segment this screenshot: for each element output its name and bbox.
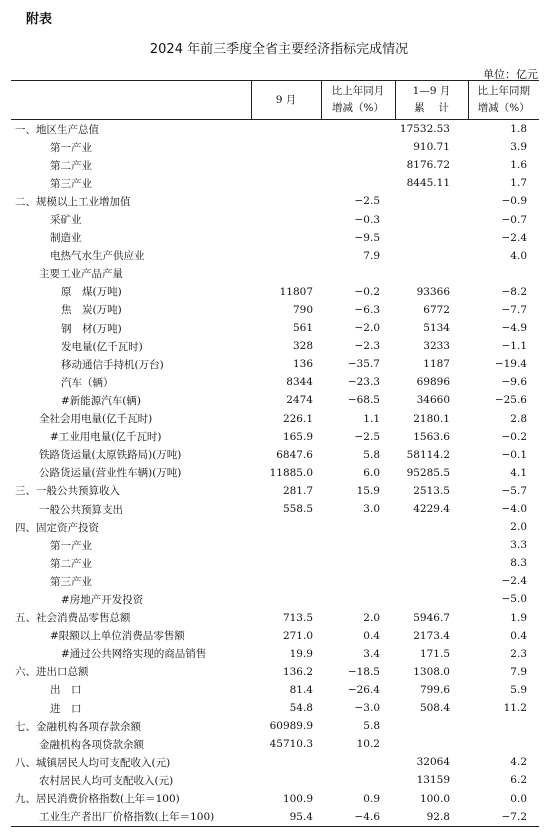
cumulative-value: 508.4 — [419, 702, 450, 715]
header-month-yoy-line2: 增减（%） — [332, 102, 384, 114]
table-row — [11, 210, 539, 228]
month-yoy-change: −68.5 — [347, 394, 380, 407]
cumulative-value: 13159 — [416, 774, 450, 787]
month-value: 165.9 — [282, 430, 313, 443]
period-yoy-change: −9.6 — [501, 376, 527, 389]
cumulative-value — [395, 536, 468, 554]
month-yoy-change: −26.4 — [347, 683, 380, 696]
cumulative-value: 5134 — [423, 322, 450, 335]
table-row — [11, 554, 539, 572]
month-yoy-change — [321, 771, 395, 789]
cumulative-value — [395, 247, 468, 265]
table-row — [11, 446, 539, 464]
month-yoy-change: −3.0 — [354, 702, 380, 715]
cumulative-value: 171.5 — [419, 647, 450, 660]
month-value — [251, 229, 321, 247]
month-value: 561 — [292, 322, 313, 335]
month-value: 11807 — [279, 285, 313, 298]
month-yoy-change: 5.8 — [363, 720, 380, 733]
row-label: 金融机构各项贷款余额 — [39, 738, 144, 751]
table-row — [11, 138, 539, 156]
month-yoy-change: 0.4 — [363, 629, 380, 642]
month-yoy-change — [321, 554, 395, 572]
period-yoy-change: 7.9 — [510, 665, 527, 678]
period-yoy-change: −1.1 — [501, 340, 527, 353]
row-label: 发电量(亿千瓦时) — [61, 340, 143, 353]
header-period-yoy-line2: 增减（%） — [477, 102, 530, 114]
month-yoy-change — [321, 265, 395, 283]
month-yoy-change: −35.7 — [347, 358, 380, 371]
cumulative-value — [395, 192, 468, 210]
cumulative-value — [395, 210, 468, 228]
period-yoy-change: 8.3 — [510, 557, 527, 570]
month-value — [251, 192, 321, 210]
row-label: 一般公共预算支出 — [39, 503, 123, 516]
period-yoy-change: 4.0 — [510, 249, 527, 262]
period-yoy-change: 5.9 — [510, 683, 527, 696]
table-row — [11, 482, 539, 500]
row-label: 钢 材(万吨) — [61, 322, 122, 335]
table-row — [11, 518, 539, 536]
row-label: 三、一般公共预算收入 — [15, 485, 120, 498]
header-cumulative — [395, 81, 468, 120]
month-yoy-change: 0.9 — [363, 792, 380, 805]
table-row — [11, 808, 539, 827]
period-yoy-change: 2.3 — [510, 647, 527, 660]
table-row — [11, 609, 539, 627]
row-label: #通过公共网络实现的商品销售 — [61, 648, 207, 661]
row-label: 农村居民人均可支配收入(元) — [39, 774, 174, 787]
month-yoy-change: 3.0 — [363, 503, 380, 516]
month-yoy-change: −9.5 — [354, 231, 380, 244]
row-label: 采矿业 — [50, 214, 82, 227]
table-row — [11, 174, 539, 192]
cumulative-value — [395, 229, 468, 247]
month-yoy-change: −0.3 — [354, 213, 380, 226]
month-value: 8344 — [286, 376, 313, 389]
month-value: 81.4 — [289, 683, 313, 696]
cumulative-value: 4229.4 — [413, 503, 450, 516]
row-label: 进 口 — [50, 702, 82, 715]
month-value — [251, 247, 321, 265]
month-yoy-change: 15.9 — [356, 484, 380, 497]
period-yoy-change: 4.2 — [510, 756, 527, 769]
period-yoy-change: 6.2 — [510, 774, 527, 787]
month-value — [251, 120, 321, 139]
month-value: 136.2 — [282, 665, 313, 678]
cumulative-value: 8445.11 — [406, 177, 450, 190]
cumulative-value — [395, 590, 468, 608]
period-yoy-change — [468, 717, 539, 735]
header-row — [11, 81, 539, 120]
table-row — [11, 337, 539, 355]
month-value — [251, 518, 321, 536]
month-yoy-change — [321, 518, 395, 536]
period-yoy-change: 0.4 — [510, 629, 527, 642]
cumulative-value — [395, 265, 468, 283]
month-value: 45710.3 — [269, 738, 313, 751]
header-cumulative-line2: 累 计 — [414, 102, 449, 114]
table-row — [11, 753, 539, 771]
month-yoy-change: −4.6 — [354, 810, 380, 823]
cumulative-value: 69896 — [416, 376, 450, 389]
month-value — [251, 554, 321, 572]
period-yoy-change: −7.7 — [501, 303, 527, 316]
row-label: 原 煤(万吨) — [61, 286, 122, 299]
header-month: 9 月 — [251, 81, 321, 120]
month-value — [251, 265, 321, 283]
period-yoy-change: −0.2 — [501, 430, 527, 443]
period-yoy-change: 11.2 — [503, 702, 527, 715]
month-value: 558.5 — [282, 503, 313, 516]
period-yoy-change: 1.6 — [510, 159, 527, 172]
month-value: 100.9 — [282, 792, 313, 805]
row-label: 焦 炭(万吨) — [61, 304, 122, 317]
cumulative-value: 2173.4 — [413, 629, 450, 642]
month-value: 54.8 — [289, 702, 313, 715]
period-yoy-change: −7.2 — [501, 810, 527, 823]
row-label: 七、金融机构各项存款余额 — [15, 720, 141, 733]
cumulative-value — [395, 717, 468, 735]
period-yoy-change: −8.2 — [501, 285, 527, 298]
row-label: 八、城镇居民人均可支配收入(元) — [15, 756, 171, 769]
table-title: 2024 年前三季度全省主要经济指标完成情况 — [149, 42, 409, 57]
table-row — [11, 283, 539, 301]
table-body — [11, 120, 539, 827]
cumulative-value: 58114.2 — [406, 448, 450, 461]
month-value: 60989.9 — [269, 720, 313, 733]
row-label: 二、规模以上工业增加值 — [15, 195, 131, 208]
header-month-yoy-line1: 比上年同月 — [331, 85, 385, 97]
row-label: 第三产业 — [50, 177, 92, 190]
row-label: #房地产开发投资 — [61, 593, 144, 606]
row-label: 四、固定资产投资 — [15, 521, 99, 534]
period-yoy-change: −25.6 — [494, 394, 527, 407]
cumulative-value: 32064 — [416, 756, 450, 769]
period-yoy-change: 2.8 — [510, 412, 527, 425]
table-row — [11, 391, 539, 409]
cumulative-value: 93366 — [416, 285, 450, 298]
month-yoy-change: 5.8 — [363, 448, 380, 461]
cumulative-value: 3233 — [423, 340, 450, 353]
unit-label: 单位：亿元 — [483, 68, 538, 81]
period-yoy-change: 3.9 — [510, 141, 527, 154]
cumulative-value: 95285.5 — [406, 466, 450, 479]
table-row — [11, 681, 539, 699]
row-label: #新能源汽车(辆) — [61, 394, 141, 407]
row-label: 工业生产者出厂价格指数(上年＝100) — [39, 811, 215, 824]
period-yoy-change: −2.4 — [501, 575, 527, 588]
header-period-yoy — [468, 81, 539, 120]
cumulative-value: 799.6 — [419, 683, 450, 696]
month-yoy-change — [321, 174, 395, 192]
period-yoy-change: −19.4 — [494, 358, 527, 371]
cumulative-value: 5946.7 — [413, 611, 450, 624]
period-yoy-change: 1.7 — [510, 177, 527, 190]
indicators-table — [11, 80, 539, 827]
cumulative-value: 2513.5 — [413, 484, 450, 497]
header-cumulative-line1: 1—9 月 — [412, 85, 451, 97]
row-label: 汽车（辆） — [61, 376, 114, 389]
month-value — [251, 771, 321, 789]
row-label: 移动通信手持机(万台) — [61, 358, 164, 371]
period-yoy-change: 1.8 — [510, 123, 527, 136]
month-yoy-change: −2.5 — [354, 430, 380, 443]
cumulative-value — [395, 735, 468, 753]
header-month-yoy — [321, 81, 395, 120]
cumulative-value — [395, 572, 468, 590]
period-yoy-change: −4.9 — [501, 322, 527, 335]
period-yoy-change: −2.4 — [501, 231, 527, 244]
table-row — [11, 410, 539, 428]
cumulative-value: 34660 — [416, 394, 450, 407]
row-label: 第二产业 — [50, 159, 92, 172]
month-value: 328 — [292, 340, 313, 353]
table-row — [11, 789, 539, 807]
header-period-yoy-line1: 比上年同期 — [477, 85, 530, 97]
period-yoy-change: −5.7 — [501, 484, 527, 497]
cumulative-value: 92.8 — [426, 810, 450, 823]
month-yoy-change — [321, 156, 395, 174]
cumulative-value: 2180.1 — [413, 412, 450, 425]
month-yoy-change — [321, 536, 395, 554]
month-yoy-change: 2.0 — [363, 611, 380, 624]
table-row — [11, 536, 539, 554]
month-value — [251, 156, 321, 174]
table-row — [11, 301, 539, 319]
row-label: 制造业 — [50, 232, 82, 245]
row-label: 第一产业 — [50, 539, 92, 552]
row-label: 九、居民消费价格指数(上年＝100) — [15, 793, 180, 806]
cumulative-value: 1308.0 — [413, 665, 450, 678]
row-label: 第一产业 — [50, 141, 92, 154]
month-yoy-change: −23.3 — [347, 376, 380, 389]
period-yoy-change: −0.9 — [501, 195, 527, 208]
cumulative-value — [395, 518, 468, 536]
table-row — [11, 590, 539, 608]
cumulative-value: 910.71 — [413, 141, 450, 154]
month-value: 790 — [292, 303, 313, 316]
row-label: 全社会用电量(亿千瓦时) — [39, 413, 153, 426]
cumulative-value: 1187 — [423, 358, 450, 371]
row-label: 出 口 — [50, 684, 82, 697]
row-label: #限额以上单位消费品零售额 — [50, 630, 185, 643]
month-yoy-change: 7.9 — [363, 249, 380, 262]
month-value: 226.1 — [282, 412, 313, 425]
table-row — [11, 355, 539, 373]
month-yoy-change: −2.5 — [354, 195, 380, 208]
month-value: 281.7 — [282, 484, 313, 497]
month-value: 6847.6 — [276, 448, 313, 461]
month-yoy-change — [321, 753, 395, 771]
table-row — [11, 645, 539, 663]
row-label: 一、地区生产总值 — [15, 123, 99, 136]
month-value — [251, 210, 321, 228]
month-yoy-change — [321, 590, 395, 608]
cumulative-value: 17532.53 — [399, 123, 450, 136]
month-yoy-change: −2.3 — [354, 340, 380, 353]
table-row — [11, 500, 539, 518]
month-yoy-change: −6.3 — [354, 303, 380, 316]
period-yoy-change: 1.9 — [510, 611, 527, 624]
month-value — [251, 753, 321, 771]
month-value — [251, 174, 321, 192]
period-yoy-change: −5.0 — [501, 593, 527, 606]
table-row — [11, 373, 539, 391]
month-value: 713.5 — [282, 611, 313, 624]
cumulative-value: 8176.72 — [406, 159, 450, 172]
month-yoy-change: 3.4 — [363, 647, 380, 660]
month-value: 95.4 — [289, 810, 313, 823]
month-yoy-change: 1.1 — [363, 412, 380, 425]
header-indicator — [11, 81, 251, 120]
row-label: #工业用电量(亿千瓦时) — [50, 431, 162, 444]
month-yoy-change: 10.2 — [356, 738, 380, 751]
row-label: 第三产业 — [50, 575, 92, 588]
month-yoy-change — [321, 138, 395, 156]
table-row — [11, 229, 539, 247]
period-yoy-change: 0.0 — [510, 792, 527, 805]
table-row — [11, 247, 539, 265]
table-row — [11, 735, 539, 753]
table-row — [11, 627, 539, 645]
row-label: 五、社会消费品零售总额 — [15, 612, 131, 625]
month-value: 2474 — [286, 394, 313, 407]
month-yoy-change — [321, 120, 395, 139]
row-label: 公路货运量(营业性车辆)(万吨) — [39, 467, 182, 480]
table-row — [11, 319, 539, 337]
period-yoy-change — [468, 265, 539, 283]
month-yoy-change — [321, 572, 395, 590]
month-value: 11885.0 — [269, 466, 313, 479]
row-label: 铁路货运量(太原铁路局)(万吨) — [39, 449, 182, 462]
month-value: 271.0 — [282, 629, 313, 642]
appendix-label: 附表 — [26, 12, 53, 27]
table-row — [11, 120, 539, 139]
cumulative-value — [395, 554, 468, 572]
month-value — [251, 590, 321, 608]
period-yoy-change: −0.7 — [501, 213, 527, 226]
month-value — [251, 572, 321, 590]
table-row — [11, 265, 539, 283]
month-value — [251, 536, 321, 554]
period-yoy-change: −4.0 — [501, 503, 527, 516]
month-yoy-change: −2.0 — [354, 322, 380, 335]
month-yoy-change: 6.0 — [363, 466, 380, 479]
table-row — [11, 192, 539, 210]
table-row — [11, 663, 539, 681]
period-yoy-change: 4.1 — [510, 466, 527, 479]
month-yoy-change: −18.5 — [347, 665, 380, 678]
period-yoy-change: −0.1 — [501, 448, 527, 461]
cumulative-value: 6772 — [423, 303, 450, 316]
period-yoy-change: 3.3 — [510, 539, 527, 552]
table-row — [11, 717, 539, 735]
table-row — [11, 572, 539, 590]
period-yoy-change: 2.0 — [510, 521, 527, 534]
row-label: 主要工业产品产量 — [39, 268, 123, 281]
month-yoy-change: −0.2 — [354, 285, 380, 298]
month-value: 136 — [292, 358, 313, 371]
month-value — [251, 138, 321, 156]
period-yoy-change — [468, 735, 539, 753]
cumulative-value: 1563.6 — [413, 430, 450, 443]
table-row — [11, 464, 539, 482]
row-label: 第二产业 — [50, 557, 92, 570]
table-row — [11, 156, 539, 174]
table-row — [11, 771, 539, 789]
table-row — [11, 699, 539, 717]
month-value: 19.9 — [289, 647, 313, 660]
row-label: 六、进出口总额 — [15, 666, 89, 679]
table-row — [11, 428, 539, 446]
cumulative-value: 100.0 — [419, 792, 450, 805]
row-label: 电热气水生产供应业 — [50, 250, 145, 263]
